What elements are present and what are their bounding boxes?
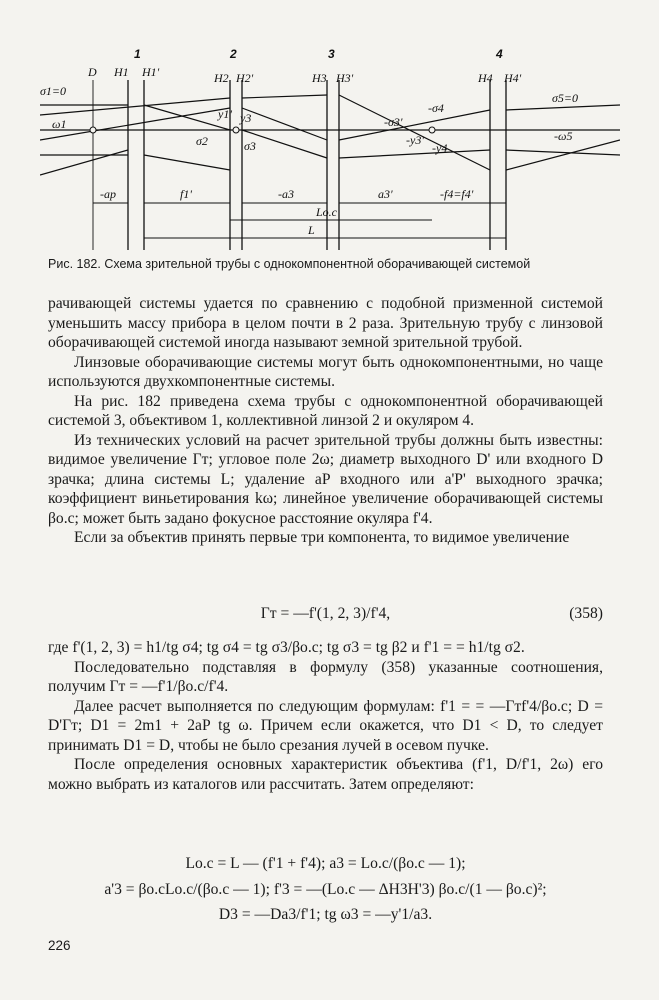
label-minus-sigma3-prime: -σ3': [384, 115, 403, 129]
paragraph-8: Далее расчет выполняется по следующим формулам: f'1 = = —Гтf'4/βо.с; D = D'Гт; D1 = 2m1 + 2aP tg ω. Причем если окажется, что D1 < D, то следует принимать D1 = D, чтобы не было срезания лучей в осевом пучке.: [48, 697, 603, 754]
label-H3: H3: [312, 71, 327, 85]
label-H2: H2: [214, 71, 229, 85]
label-H2-prime: H2': [236, 71, 254, 85]
label-a3-prime: a3': [378, 187, 393, 201]
label-f4: -f4=f4': [440, 187, 474, 201]
label-H3-prime: H3': [336, 71, 354, 85]
paragraph-4: Из технических условий на расчет зрительной трубы должны быть известны: видимое увеличение Гт; угловое поле 2ω; диаметр выходного D' или входного D зрачка; длина системы L; удаление aP входного или a'P' выходного зрачка; коэффициент виньетирования kω; линейное увеличение оборачивающей системы βо.с; может быть задано фокусное расстояние окуляра f'4.: [48, 431, 603, 527]
paragraph-3: На рис. 182 приведена схема трубы с однокомпонентной оборачивающей системой 3, объективом 1, коллективной линзой 2 и окуляром 4.: [48, 392, 603, 429]
label-minus-a3: -a3: [278, 187, 294, 201]
formula-block: [48, 854, 603, 925]
component-number-1: 1: [134, 47, 141, 61]
label-sigma1: σ1=0: [40, 84, 67, 98]
label-y3: y3: [240, 111, 252, 125]
label-H4: H4: [478, 71, 493, 85]
body-text-upper: [48, 294, 603, 548]
label-f1-prime: f1': [180, 187, 192, 201]
equation-358: [48, 604, 603, 626]
label-minus-omega5: -ω5: [554, 129, 573, 143]
component-number-3: 3: [328, 47, 335, 61]
formula-line-1: Lо.с = L — (f'1 + f'4); a3 = Lо.с/(βо.с — 1);: [185, 855, 466, 872]
label-Loc: Lo.c: [316, 205, 337, 219]
paragraph-7: Последовательно подставляя в формулу (358) указанные соотношения, получим Гт = —f'1/βо.с/f'4.: [48, 658, 603, 695]
equation-358-body: Гт = —f'(1, 2, 3)/f'4,: [260, 605, 391, 622]
figure-caption: Рис. 182. Схема зрительной трубы с однокомпонентной оборачивающей системой: [48, 257, 531, 271]
paragraph-2: Линзовые оборачивающие системы могут быть однокомпонентными, но чаще используются двухкомпонентные системы.: [48, 353, 603, 390]
label-sigma2: σ2: [196, 134, 208, 148]
light-rays: [40, 95, 620, 175]
formula-line-2: a'3 = βо.сLо.с/(βо.с — 1); f'3 = —(Lо.с — ΔH3H'3) βо.с/(1 — βо.с)²;: [104, 880, 547, 898]
label-minus-sigma4: -σ4: [428, 101, 444, 115]
principal-planes: [93, 80, 506, 250]
label-H4-prime: H4': [504, 71, 522, 85]
paragraph-5: Если за объектив принять первые три компонента, то видимое увеличение: [74, 529, 570, 546]
optical-scheme-figure: [40, 40, 620, 255]
component-number-4: 4: [496, 47, 503, 61]
label-sigma5: σ5=0: [552, 91, 579, 105]
label-minus-ap: -ap: [100, 187, 116, 201]
label-H1-prime: H1': [142, 65, 160, 79]
label-H1: H1: [114, 65, 129, 79]
label-y1-prime: y1': [218, 107, 232, 121]
equation-358-number: (358): [569, 605, 603, 622]
paragraph-1: рачивающей системы удается по сравнению с подобной призменной системой уменьшить массу прибора в целом почти в 2 раза. Зрительную трубу с линзовой оборачивающей системой иногда называют земной зрительной трубой.: [48, 295, 603, 351]
label-minus-y4: -y4: [432, 141, 448, 155]
dimension-lines: [93, 203, 506, 238]
label-D: D: [88, 65, 97, 79]
paragraph-6: где f'(1, 2, 3) = h1/tg σ4; tg σ4 = tg σ3/βо.с; tg σ3 = tg β2 и f'1 = = h1/tg σ2.: [48, 639, 525, 656]
page-number: 226: [48, 938, 71, 953]
body-text-lower: [48, 638, 603, 794]
component-number-2: 2: [230, 47, 237, 61]
label-L: L: [308, 223, 315, 237]
paragraph-9: После определения основных характеристик объектива (f'1, D/f'1, 2ω) его можно выбрать из каталогов или рассчитать. Затем определяют:: [48, 756, 603, 793]
formula-line-3: D3 = —Da3/f'1; tg ω3 = —y'1/a3.: [218, 906, 433, 923]
label-omega1: ω1: [52, 117, 67, 131]
label-sigma3: σ3: [244, 139, 256, 153]
optical-scheme-diagram: [40, 40, 620, 255]
label-minus-y3-prime: -y3': [406, 133, 424, 147]
